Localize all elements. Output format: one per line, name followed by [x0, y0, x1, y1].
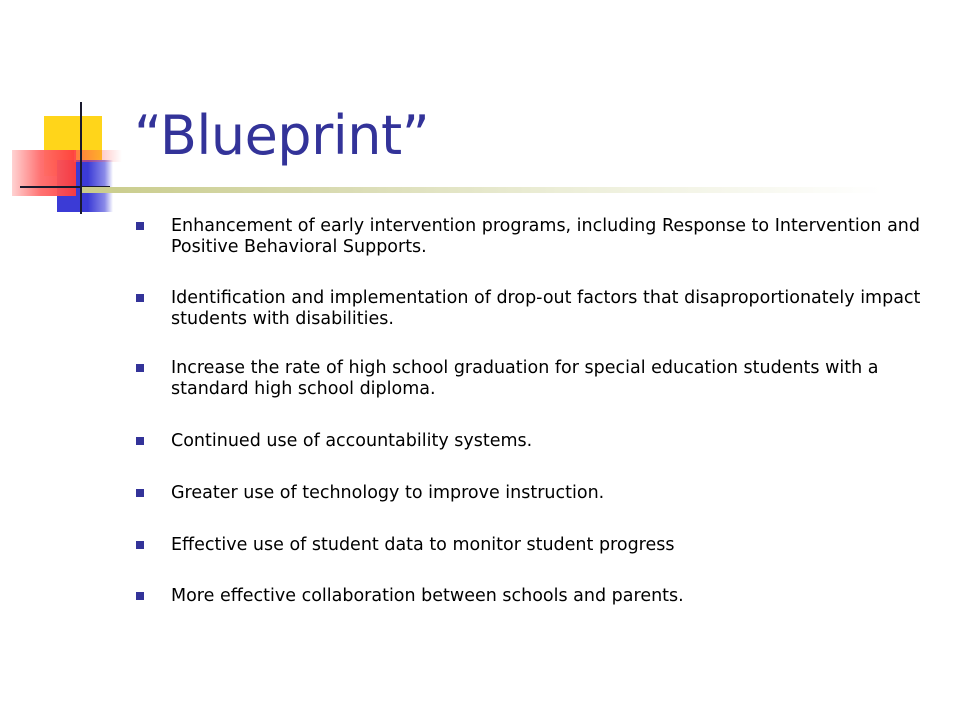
decorative-red-square — [12, 150, 76, 196]
slide-title: “Blueprint” — [134, 104, 430, 167]
square-bullet-icon — [136, 489, 144, 497]
title-underline-rule — [82, 187, 882, 193]
square-bullet-icon — [136, 364, 144, 372]
bullet-text: Identification and implementation of drop-out factors that disaproportionately impact students with disabilities. — [171, 288, 921, 329]
bullet-text: More effective collaboration between schools and parents. — [171, 586, 684, 606]
square-bullet-icon — [136, 541, 144, 549]
bullet-text: Increase the rate of high school graduation for special education students with a standard high school diploma. — [171, 358, 879, 399]
square-bullet-icon — [136, 222, 144, 230]
bullet-text: Effective use of student data to monitor student progress — [171, 535, 675, 555]
bullet-text: Continued use of accountability systems. — [171, 431, 533, 451]
square-bullet-icon — [136, 592, 144, 600]
decorative-vertical-line — [80, 102, 82, 214]
square-bullet-icon — [136, 294, 144, 302]
square-bullet-icon — [136, 437, 144, 445]
bullet-text: Enhancement of early intervention programs, including Response to Intervention and Positive Behavioral Supports. — [171, 216, 920, 257]
bullet-text: Greater use of technology to improve instruction. — [171, 483, 605, 503]
